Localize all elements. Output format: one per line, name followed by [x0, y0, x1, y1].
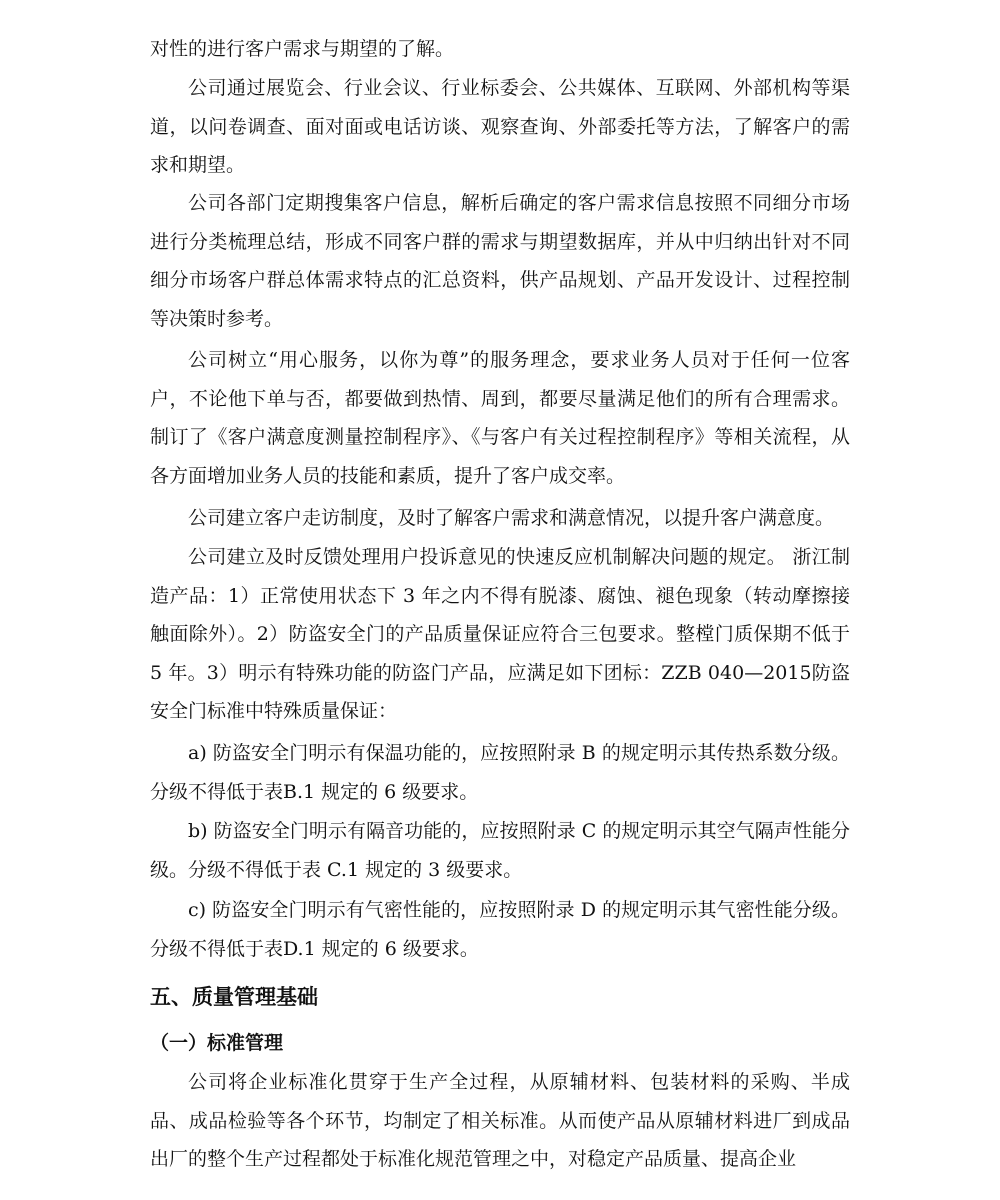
- paragraph-customer-info: 公司各部门定期搜集客户信息，解析后确定的客户需求信息按照不同细分市场进行分类梳理总结，形成不同客户群的需求与期望数据库，并从中归纳出针对不同细分市场客户群总体需求特点的汇总资料，供产品规划、产品开发设计、过程控制等决策时参考。: [150, 192, 850, 330]
- section-heading: 五、质量管理基础: [150, 985, 318, 1009]
- paragraph-item-c: c) 防盗安全门明示有气密性能的，应按照附录 D 的规定明示其气密性能分级。分级不得低于表D.1 规定的 6 级要求。: [150, 899, 850, 960]
- paragraph-complaint-mechanism: 公司建立及时反馈处理用户投诉意见的快速反应机制解决问题的规定。 浙江制造产品：1）正常使用状态下 3 年之内不得有脱漆、腐蚀、褪色现象（转动摩擦接触面除外）。2）防盗安全门的产品质量保证应符合三包要求。整樘门质保期不低于 5 年。3）明示有特殊功能的防盗门产品，应满足如下团标：ZZB 040—2015防盗安全门标准中特殊质量保证：: [150, 546, 850, 722]
- subsection-heading: （一）标准管理: [150, 1032, 284, 1054]
- paragraph-item-a: a) 防盗安全门明示有保温功能的，应按照附录 B 的规定明示其传热系数分级。分级不得低于表B.1 规定的 6 级要求。: [150, 742, 850, 803]
- paragraph-channels: 公司通过展览会、行业会议、行业标委会、公共媒体、互联网、外部机构等渠道，以问卷调查、面对面或电话访谈、观察查询、外部委托等方法，了解客户的需求和期望。: [150, 77, 850, 176]
- paragraph-service-concept: 公司树立“用心服务，以你为尊”的服务理念，要求业务人员对于任何一位客户，不论他下单与否，都要做到热情、周到，都要尽量满足他们的所有合理需求。制订了《客户满意度测量控制程序》、《与客户有关过程控制程序》等相关流程，从各方面增加业务人员的技能和素质，提升了客户成交率。: [150, 349, 850, 487]
- paragraph-standard-management: 公司将企业标准化贯穿于生产全过程，从原辅材料、包装材料的采购、半成品、成品检验等各个环节，均制定了相关标准。从而使产品从原辅材料进厂到成品出厂的整个生产过程都处于标准化规范管理之中，对稳定产品质量、提高企业: [150, 1071, 850, 1170]
- paragraph-visit-system: 公司建立客户走访制度，及时了解客户需求和满意情况，以提升客户满意度。: [188, 507, 835, 529]
- paragraph-item-b: b) 防盗安全门明示有隔音功能的，应按照附录 C 的规定明示其空气隔声性能分级。分级不得低于表 C.1 规定的 3 级要求。: [150, 820, 850, 881]
- paragraph-continuation: 对性的进行客户需求与期望的了解。: [150, 38, 455, 60]
